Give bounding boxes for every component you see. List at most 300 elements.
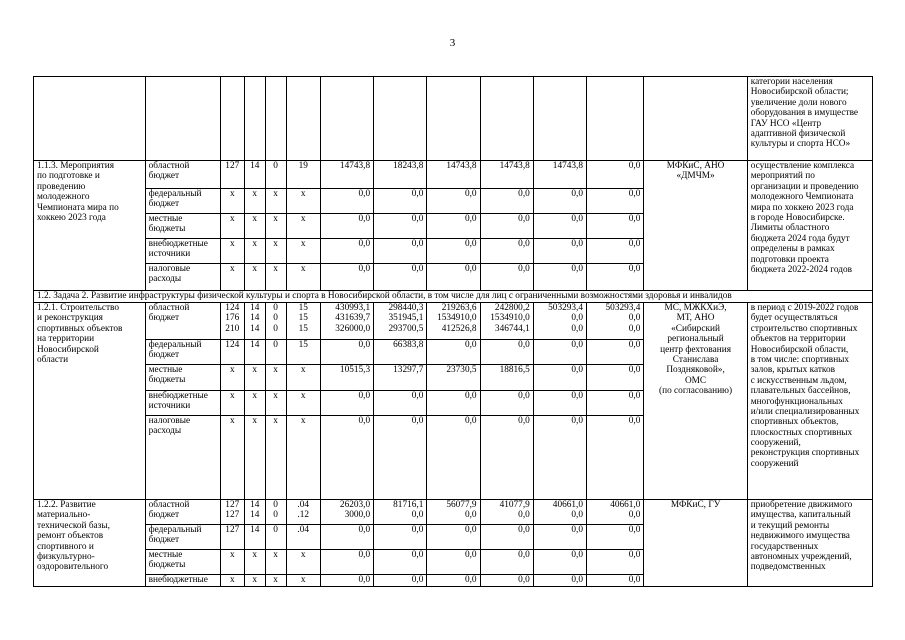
amount-cell [427,391,480,416]
text-line: строительство спортивных [750,323,858,334]
text-line: региональный [667,334,724,345]
amount-cell [427,500,480,525]
text-line: расходы [148,426,182,437]
empty-cell [533,77,586,161]
text-line: 81716,1 [393,500,424,510]
text-line: подготовки проекта [750,254,829,265]
funding-source-cell [145,161,220,189]
amount-cell [587,340,644,365]
amount-cell [533,550,586,575]
text-line: бюджет [148,199,180,210]
text-line: (по согласованию) [659,386,733,397]
text-line: 15 [298,323,308,334]
text-line: 0,0 [358,575,371,585]
text-line: 0,0 [628,416,641,426]
amount-cell: 14743,8 [533,161,586,189]
text-line: 0,0 [518,575,530,585]
amount-cell: 0,0 [427,239,480,264]
text-line: ремонт объектов [37,531,104,542]
text-line: x [300,416,306,426]
text-line: 14 [250,313,260,324]
code-cell [220,391,244,416]
table-row [34,303,873,340]
text-line: на территории [37,334,95,345]
text-line: Новосибирской области, [750,344,849,355]
code-cell: x [265,239,286,264]
funding-source-cell [145,189,220,214]
amount-cell [587,365,644,391]
code-cell: 19 [286,161,320,189]
text-line: местные [148,550,183,560]
text-line: 124 [225,340,240,350]
amount-cell [533,525,586,550]
text-line: 0,0 [628,365,641,375]
amount-cell [480,303,533,340]
code-cell: x [286,264,320,291]
amount-cell [320,500,373,525]
text-line: недвижимого имущества [750,531,850,542]
text-line: областной [148,161,190,171]
text-line: 127 [225,510,240,521]
code-cell [244,525,265,550]
text-line: в городе Новосибирске. [750,212,845,223]
text-line: 0,0 [571,550,584,560]
code-cell: x [244,239,265,264]
text-line: 0,0 [628,575,641,585]
text-line: 14 [250,303,260,313]
text-line [149,324,217,334]
text-line: по подготовке и [37,171,100,182]
executor-cell [644,303,747,500]
funding-source-cell [145,416,220,500]
text-line: внебюджетные [148,239,208,249]
text-line: оборудования в имуществе [750,108,859,119]
amount-cell [320,525,373,550]
text-line: 219263,6 [441,303,477,313]
table-row [34,291,873,303]
text-line: 0,0 [571,313,584,324]
empty-cell [34,77,146,161]
empty-cell [244,77,265,161]
amount-cell: 0,0 [427,264,480,291]
amount-cell [374,365,427,391]
amount-cell [480,500,533,525]
text-line: реконструкция спортивных [750,448,860,459]
text-line: областной [148,303,190,313]
text-line: 430993,1 [335,303,371,313]
code-cell [265,391,286,416]
text-line: 0,0 [518,525,530,535]
text-line: бюджет [148,350,180,361]
text-line: подведомственных [750,562,826,573]
text-line: бюджет [148,535,180,546]
text-line: залов, крытых катков [750,365,836,376]
amount-cell [533,391,586,416]
text-line: оздоровительного [37,562,109,573]
code-cell: 127 [220,161,244,189]
text-line: 3000,0 [344,510,371,521]
text-line: 1.2.2. Развитие [37,500,96,510]
text-line: 0,0 [571,510,584,521]
text-line: 0,0 [518,416,530,426]
amount-cell: 0,0 [480,189,533,214]
text-line: x [252,391,258,401]
text-line: 0,0 [518,550,530,560]
empty-cell [587,77,644,161]
text-line: 346744,1 [494,323,530,334]
text-line: бюджет [148,510,180,521]
code-cell [244,416,265,500]
text-line: 0,0 [628,510,641,521]
amount-cell [374,575,427,587]
table-row [34,161,873,189]
text-line: x [252,416,258,426]
code-cell [286,365,320,391]
code-cell: 0 [265,161,286,189]
code-cell: x [244,264,265,291]
amount-cell [374,303,427,340]
text-line: 0 [273,340,278,350]
empty-cell [145,77,220,161]
text-line: ГАУ НСО «Центр [750,118,822,129]
amount-cell [587,303,644,340]
text-line: областной [148,500,190,510]
text-line: «ДМЧМ» [676,171,715,182]
text-line: x [273,365,278,375]
text-line: 40661,0 [610,500,641,510]
text-line: в период с 2019-2022 годов [750,303,859,313]
text-line: x [273,575,278,585]
text-line: 124 [225,303,240,313]
code-cell [244,340,265,365]
amount-cell [427,575,480,587]
text-line: увеличение доли нового [750,97,847,108]
code-cell: x [286,214,320,239]
amount-cell [320,416,373,500]
code-cell [286,340,320,365]
text-line: Лимиты областного [750,223,830,234]
code-cell [265,365,286,391]
code-cell [286,500,320,525]
note-cell [747,303,872,500]
text-line: Станислава [672,354,719,365]
text-line: 14 [250,510,260,521]
text-line: 10515,3 [339,365,371,375]
text-line: x [273,416,278,426]
text-line: автономных учреждений, [750,551,852,562]
text-line: спортивного и [37,541,94,552]
amount-cell: 14743,8 [480,161,533,189]
code-cell [265,550,286,575]
text-line: 0,0 [464,510,477,521]
text-line: 0,0 [628,323,641,334]
text-line: 326000,0 [335,323,371,334]
text-line: сооружений, [750,438,801,449]
text-line: федеральный [148,189,202,199]
text-line: расходы [148,274,182,285]
text-line: местные [148,365,183,375]
code-cell: x [220,214,244,239]
empty-cell [220,77,244,161]
text-line: 1534910,0 [437,313,477,324]
code-cell: x [286,239,320,264]
text-line: плоскостных спортивных [750,427,853,438]
amount-cell [480,525,533,550]
text-line: 0 [273,500,278,510]
text-line: 0 [273,313,278,324]
amount-cell [480,575,533,587]
code-cell [265,500,286,525]
amount-cell: 14743,8 [427,161,480,189]
code-cell [220,365,244,391]
amount-cell [587,525,644,550]
text-line: бюджеты [148,224,186,235]
amount-cell [320,340,373,365]
text-line: 0,0 [628,391,641,401]
code-cell [220,575,244,587]
text-line: 0,0 [464,391,477,401]
code-cell [286,575,320,587]
funding-source-cell [145,550,220,575]
note-cell [747,77,872,161]
text-line: .04 [297,525,310,535]
text-line: категории населения [750,77,833,87]
text-line: 14 [250,340,260,350]
text-line: Поздняковой», [666,365,725,376]
text-line: бюджеты [148,560,186,571]
funding-source-cell [145,575,220,587]
text-line: 0,0 [411,525,424,535]
table-row [34,77,873,161]
empty-cell [265,77,286,161]
amount-cell: 0,0 [480,264,533,291]
text-line: 15 [298,303,308,313]
text-line: 0,0 [411,550,424,560]
text-line: 0,0 [518,510,530,521]
text-line: 0,0 [464,575,477,585]
text-line: x [229,550,235,560]
text-line: 293700,5 [388,323,424,334]
text-line: 0,0 [411,391,424,401]
amount-cell [427,340,480,365]
text-line: бюджет [148,313,180,324]
text-line: 0 [273,510,278,521]
text-line: МС, МЖКХиЭ, [664,303,727,313]
text-line: федеральный [148,525,202,535]
text-line: x [252,365,258,375]
text-line: сооружений [750,458,799,469]
text-line: 0,0 [571,391,584,401]
funding-source-cell [145,365,220,391]
text-line: 1534910,0 [490,313,530,324]
text-line: 0 [273,323,278,334]
text-line: 23730,5 [446,365,477,375]
text-line: 0,0 [358,550,371,560]
amount-cell: 0,0 [533,264,586,291]
text-line: Чемпионата мира по [37,202,119,213]
text-line: 0,0 [464,416,477,426]
text-line: МФКиС, АНО [666,161,725,171]
text-line: 0,0 [411,575,424,585]
table-row [34,500,873,525]
text-line: 0,0 [358,416,371,426]
code-cell [220,416,244,500]
text-line: 18816,5 [499,365,530,375]
amount-cell [374,391,427,416]
code-cell [286,303,320,340]
text-line: 242800,2 [494,303,530,313]
text-line: молодежного Чемпионата [750,192,854,203]
code-cell [244,500,265,525]
note-cell [747,161,872,291]
text-line: имущества, капитальный [750,510,851,521]
amount-cell [587,391,644,416]
code-cell [244,391,265,416]
text-line: налоговые [148,416,191,426]
amount-cell [587,550,644,575]
amount-cell: 0,0 [427,214,480,239]
text-line: 0,0 [411,416,424,426]
amount-cell [320,550,373,575]
text-line: 1.2.1. Строительство [37,303,120,313]
text-line: x [300,365,306,375]
text-line: x [300,575,306,585]
text-line: мероприятий по [750,171,815,182]
text-line: внебюджетные [148,391,208,401]
text-line: 0,0 [628,340,641,350]
text-line: физкультурно- [37,551,95,562]
text-line: 66383,8 [393,340,424,350]
amount-cell: 0,0 [374,239,427,264]
amount-cell [427,416,480,500]
amount-cell: 0,0 [587,214,644,239]
code-cell [265,340,286,365]
text-line: определены в рамках [750,244,835,255]
text-line: 176 [225,313,240,324]
amount-cell [320,303,373,340]
text-line: источники [148,401,191,412]
text-line: 503293,4 [548,303,584,313]
funding-source-cell [145,239,220,264]
section-header: 1.2. Задача 2. Развитие инфраструктуры физической культуры и спорта в Новосибирской области, в том числе для лиц с ограниченными возможностями здоровья и инвалидов [34,291,873,303]
text-line: .12 [297,510,310,521]
measure-name-cell [34,161,146,291]
text-line: 0,0 [571,323,584,334]
code-cell: x [265,189,286,214]
text-line: 298440,3 [388,303,424,313]
measure-name-cell [34,303,146,500]
text-line: бюджета 2022-2024 годов [750,264,853,275]
text-line: спортивных объектов, [750,417,839,428]
text-line: 503293,4 [605,303,641,313]
text-line: 40661,0 [552,500,584,510]
amount-cell: 0,0 [533,214,586,239]
text-line: организации и проведению [750,181,859,192]
code-cell [220,500,244,525]
code-cell: x [265,264,286,291]
code-cell [244,303,265,340]
empty-cell [480,77,533,161]
text-line: «Сибирский [671,323,720,334]
text-line: ОМС [684,375,707,386]
text-line: центр фехтования [660,344,731,355]
code-cell: x [244,214,265,239]
text-line: приобретение движимого [750,500,853,510]
text-line: 0,0 [571,525,584,535]
text-line: бюджеты [148,375,186,386]
text-line: технической базы, [37,520,110,531]
funding-source-cell [145,500,220,525]
code-cell [220,303,244,340]
code-cell [220,525,244,550]
text-line: x [252,575,258,585]
text-line: спортивных объектов [37,323,123,334]
text-line: .04 [297,500,310,510]
text-line: мира по хоккею 2023 года [750,202,854,213]
text-line: адаптивной физической [750,128,846,139]
text-line: 0,0 [411,510,424,521]
text-line: 0,0 [628,550,641,560]
text-line: Новосибирской области; [750,87,849,98]
text-line: x [273,391,278,401]
text-line: проведению [37,181,86,192]
program-table [33,76,873,587]
text-line: 0,0 [464,550,477,560]
text-line: 0,0 [518,340,530,350]
page-number: 3 [449,37,456,49]
text-line: 0,0 [628,313,641,324]
amount-cell [480,416,533,500]
text-line: области [37,354,69,365]
text-line: МФКиС, ГУ [670,500,721,510]
text-line: 15 [298,340,308,350]
code-cell [244,365,265,391]
amount-cell [374,550,427,575]
code-cell: x [220,264,244,291]
amount-cell [587,416,644,500]
text-line: 41077,9 [499,500,530,510]
text-line: x [229,365,235,375]
amount-cell: 0,0 [480,239,533,264]
amount-cell [533,416,586,500]
text-line: хоккею 2023 года [37,212,106,223]
text-line: многофункциональных [750,396,843,407]
amount-cell [374,340,427,365]
amount-cell [374,416,427,500]
amount-cell [480,365,533,391]
code-cell: x [244,189,265,214]
text-line: молодежного [37,192,90,203]
text-line: 412526,8 [441,323,477,334]
amount-cell [533,500,586,525]
amount-cell: 0,0 [374,214,427,239]
text-line: 1.1.3. Мероприятия [37,161,114,171]
amount-cell: 0,0 [374,264,427,291]
executor-cell [644,500,747,587]
amount-cell: 0,0 [320,264,373,291]
text-line: x [300,550,306,560]
amount-cell [320,391,373,416]
amount-cell: 0,0 [587,189,644,214]
amount-cell: 0,0 [587,264,644,291]
text-line: 0,0 [628,525,641,535]
text-line: 0,0 [571,365,584,375]
text-line: 0,0 [571,340,584,350]
text-line: 0,0 [358,525,371,535]
code-cell [265,575,286,587]
text-line: бюджет [148,171,180,182]
table-body [34,77,873,587]
